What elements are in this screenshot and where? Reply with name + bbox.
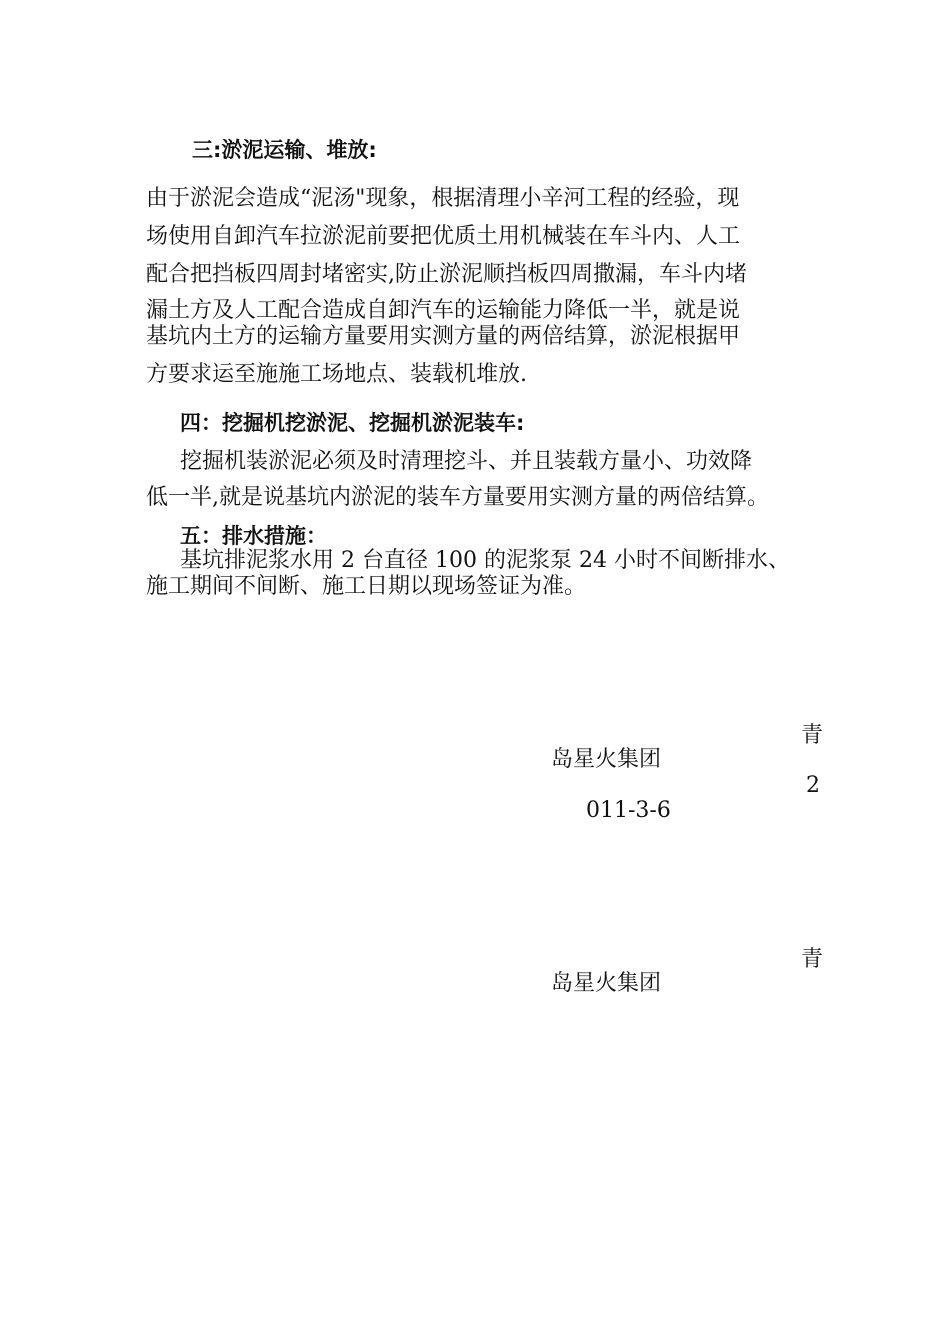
signature2-qing: 青 [801,947,824,972]
section4-heading: 四：挖掘机挖淤泥、挖掘机淤泥装车: [180,411,525,435]
signature1-date-part1: 2 [806,773,820,798]
section5-line-1: 基坑排泥浆水用 2 台直径 100 的泥浆泵 24 小时不间断排水、 [180,548,790,573]
section3-heading: 三:淤泥运输、堆放: [192,138,377,162]
section5-line-2: 施工期间不间断、施工日期以现场签证为准。 [146,574,587,599]
section5-heading: 五：排水措施： [180,524,327,548]
section3-line-2: 场使用自卸汽车拉淤泥前要把优质土用机械装在车斗内、人工 [146,224,741,249]
signature1-qing: 青 [801,723,824,748]
section3-line-4: 漏土方及人工配合造成自卸汽车的运输能力降低一半，就是说 [146,298,741,323]
signature1-date-part2: 011-3-6 [586,798,671,823]
section4-line-2: 低一半,就是说基坑内淤泥的装车方量要用实测方量的两倍结算。 [146,485,769,510]
section3-line-6: 方要求运至施施工场地点、装载机堆放. [146,362,527,387]
signature2-company: 岛星火集团 [551,971,662,996]
signature1-company: 岛星火集团 [551,747,662,772]
section3-line-3: 配合把挡板四周封堵密实,防止淤泥顺挡板四周撒漏，车斗内堵 [146,262,747,287]
section4-line-1: 挖掘机装淤泥必须及时清理挖斗、并且装载方量小、功效降 [180,449,753,474]
section3-line-1: 由于淤泥会造成“泥汤"现象，根据清理小辛河工程的经验，现 [146,186,740,211]
section3-line-5: 基坑内土方的运输方量要用实测方量的两倍结算，淤泥根据甲 [146,324,741,349]
